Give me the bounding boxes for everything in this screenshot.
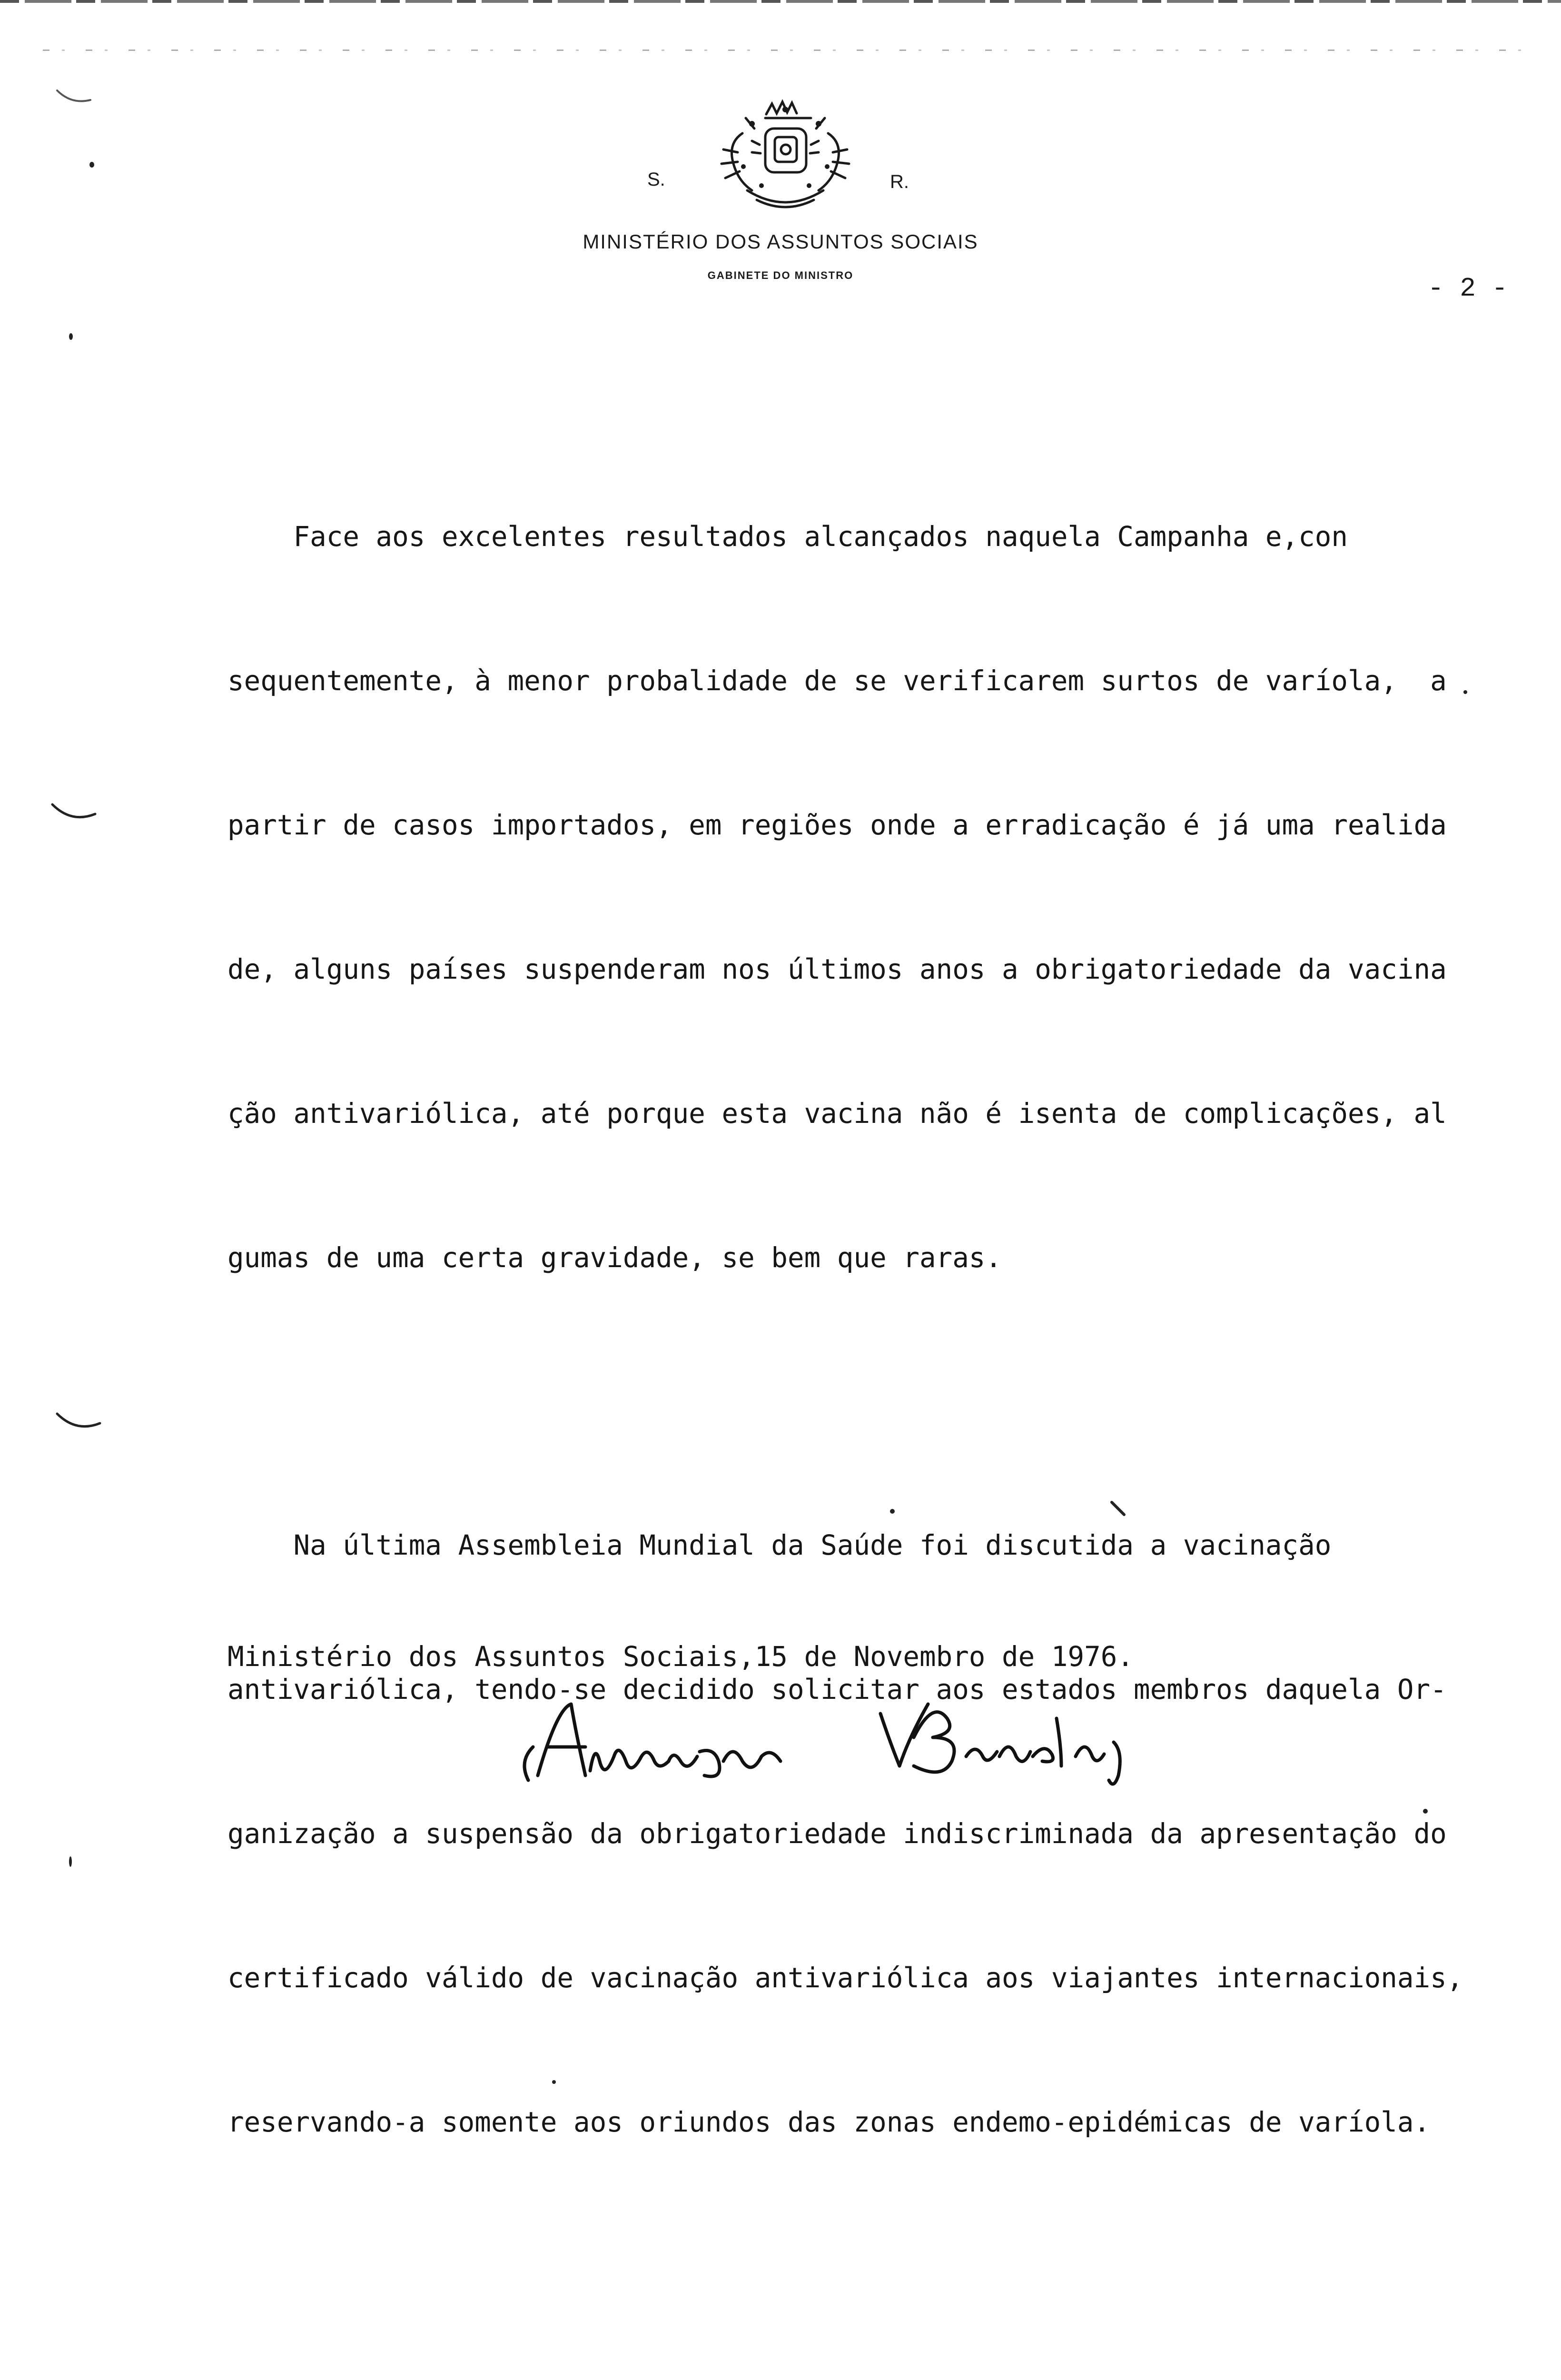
letterhead-left-letter: S. <box>647 169 665 190</box>
ministry-title: MINISTÉRIO DOS ASSUNTOS SOCIAIS <box>583 230 978 253</box>
header-dotted-rule <box>43 50 1542 51</box>
scan-stroke <box>1109 1499 1128 1518</box>
body-line: ganização a suspensão da obrigatoriedade indiscriminada da apresentação do <box>227 1818 1447 1850</box>
paragraph-gap <box>227 2242 1546 2290</box>
scan-speck <box>552 2080 556 2084</box>
scan-speck <box>890 1509 895 1514</box>
body-line: Face aos excelentes resultados alcançados naquela Campanha e,con <box>227 521 1348 553</box>
margin-hole-mark <box>48 800 100 828</box>
margin-hole-mark <box>52 1409 105 1438</box>
margin-hole-mark <box>52 86 95 114</box>
page-number: - 2 - <box>1428 273 1508 304</box>
body-line: de, alguns países suspenderam nos últimos anos a obrigatoriedade da vacina <box>227 953 1447 985</box>
body-line: sequentemente, à menor probalidade de se verificarem surtos de varíola, a <box>227 665 1447 697</box>
body-line: Na última Assembleia Mundial da Saúde foi discutida a vacinação <box>227 1529 1332 1561</box>
scan-speck <box>89 162 94 168</box>
scan-speck <box>1463 690 1467 694</box>
office-subtitle: GABINETE DO MINISTRO <box>707 269 854 281</box>
body-line: reservando-a somente aos oriundos das zonas endemo-epidémicas de varíola. <box>227 2106 1431 2138</box>
body-line: antivariólica, tendo-se decidido solicitar aos estados membros daquela Or- <box>227 1674 1447 1706</box>
body-line: gumas de uma certa gravidade, se bem que raras. <box>227 1242 1002 1274</box>
closing-place-date: Ministério dos Assuntos Sociais,15 de Novembro de 1976. <box>227 1641 1134 1673</box>
paragraph-gap <box>227 1378 1546 1425</box>
body-line: ção antivariólica, até porque esta vacina não é isenta de complicações, al <box>227 1098 1447 1130</box>
body-line: partir de casos importados, em regiões onde a erradicação é já uma realida <box>227 809 1447 841</box>
scan-speck <box>1423 1809 1428 1814</box>
scan-speck <box>69 333 73 340</box>
top-edge-rule <box>0 0 1561 3</box>
scan-speck <box>69 1856 72 1867</box>
handwritten-signature <box>509 1685 1176 1795</box>
letterhead-right-letter: R. <box>890 171 909 192</box>
body-line: certificado válido de vacinação antivariólica aos viajantes internacionais, <box>227 1962 1463 1994</box>
coat-of-arms-emblem <box>709 95 857 219</box>
letter-body <box>227 416 1546 2380</box>
